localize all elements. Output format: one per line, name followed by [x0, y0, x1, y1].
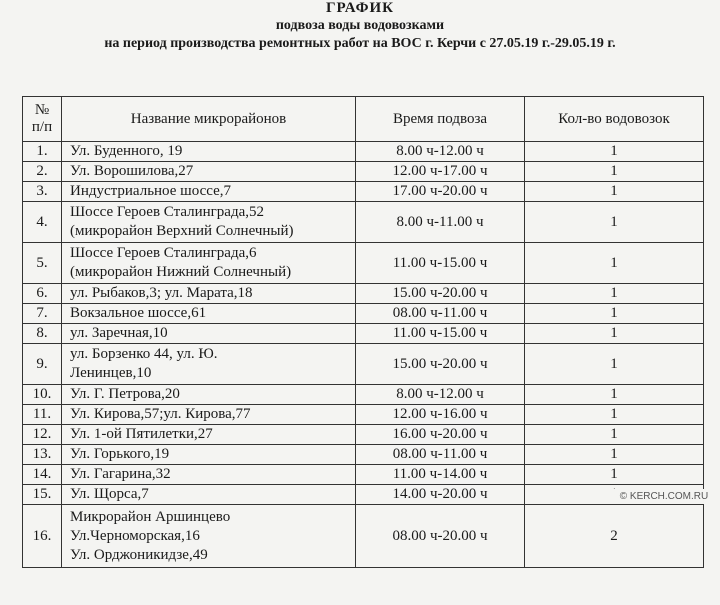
row-time: 15.00 ч-20.00 ч: [356, 284, 525, 304]
table-row: [23, 284, 704, 304]
row-name: ул. Заречная,10: [62, 324, 356, 344]
row-name-line2: (микрорайон Верхний Солнечный): [70, 223, 294, 239]
header-count: Кол-во водовозок: [525, 97, 704, 142]
row-time: 14.00 ч-20.00 ч: [356, 485, 525, 505]
row-count: 1: [525, 324, 704, 344]
document-subtitle: подвоза воды водовозками: [275, 18, 445, 33]
table-row: [23, 304, 704, 324]
row-num: 3.: [23, 182, 62, 202]
row-num: 10.: [23, 385, 62, 405]
document-period: на период производства ремонтных работ на ВОС г. Керчи с 27.05.19 г.-29.05.19 г.: [104, 36, 616, 51]
header-num-line2: п/п: [31, 119, 53, 135]
table-row: [23, 202, 704, 243]
table-row: [23, 243, 704, 284]
row-name-line3: Ул. Орджоникидзе,49: [70, 546, 208, 563]
row-name-line2: Ленинцев,10: [70, 365, 152, 381]
table-row: [23, 425, 704, 445]
row-count: 1: [525, 405, 704, 425]
row-num: 14.: [23, 465, 62, 485]
watermark: © KERCH.COM.RU: [608, 489, 720, 504]
table-row: [23, 505, 704, 568]
row-count: 1: [525, 243, 704, 284]
row-num: 1.: [23, 142, 62, 162]
row-name: Ул. Кирова,57;ул. Кирова,77: [62, 405, 356, 425]
row-name: Ул. Г. Петрова,20: [62, 385, 356, 405]
row-count: 1: [525, 142, 704, 162]
row-name: Ул. Гагарина,32: [62, 465, 356, 485]
row-time: 08.00 ч-11.00 ч: [356, 445, 525, 465]
row-name: Ул. 1-ой Пятилетки,27: [62, 425, 356, 445]
row-time: 11.00 ч-14.00 ч: [356, 465, 525, 485]
row-time: 8.00 ч-12.00 ч: [356, 385, 525, 405]
row-time: 11.00 ч-15.00 ч: [356, 324, 525, 344]
header-num-line1: №: [34, 102, 50, 118]
row-name: [62, 344, 356, 385]
row-name: Ул. Буденного, 19: [62, 142, 356, 162]
row-num: 15.: [23, 485, 62, 505]
row-count: 1: [525, 202, 704, 243]
row-name: [62, 243, 356, 284]
row-num: 12.: [23, 425, 62, 445]
table-row: [23, 142, 704, 162]
document-title: ГРАФИК: [325, 0, 395, 16]
row-time: 12.00 ч-16.00 ч: [356, 405, 525, 425]
table-row: [23, 445, 704, 465]
table-row: [23, 465, 704, 485]
row-name: Ул. Ворошилова,27: [62, 162, 356, 182]
row-name: Вокзальное шоссе,61: [62, 304, 356, 324]
row-name-line1: Микрорайон Аршинцево: [70, 508, 231, 525]
row-time: 15.00 ч-20.00 ч: [356, 344, 525, 385]
table-row: [23, 485, 704, 505]
row-num: 16.: [23, 505, 62, 568]
row-name: Индустриальное шоссе,7: [62, 182, 356, 202]
table-row: [23, 405, 704, 425]
row-count: 1: [525, 182, 704, 202]
row-name: Ул. Горького,19: [62, 445, 356, 465]
row-name-line1: Шоссе Героев Сталинграда,6: [70, 245, 257, 261]
row-num: 11.: [23, 405, 62, 425]
row-name-line2: Ул.Черноморская,16: [70, 527, 200, 544]
row-count: 1: [525, 445, 704, 465]
row-num: 8.: [23, 324, 62, 344]
row-name: Ул. Щорса,7: [62, 485, 356, 505]
row-time: 8.00 ч-12.00 ч: [356, 142, 525, 162]
row-name-line1: Шоссе Героев Сталинграда,52: [70, 204, 264, 220]
table-row: [23, 182, 704, 202]
row-name: ул. Рыбаков,3; ул. Марата,18: [62, 284, 356, 304]
row-num: 4.: [23, 202, 62, 243]
row-count: 2: [525, 505, 704, 568]
header-num: [23, 97, 62, 142]
row-num: 7.: [23, 304, 62, 324]
table-row: [23, 324, 704, 344]
row-time: 12.00 ч-17.00 ч: [356, 162, 525, 182]
row-name-line2: (микрорайон Нижний Солнечный): [70, 264, 292, 280]
table-header-row: [23, 97, 704, 142]
row-time: 11.00 ч-15.00 ч: [356, 243, 525, 284]
row-count: 1: [525, 162, 704, 182]
row-count: 1: [525, 465, 704, 485]
row-name: [62, 505, 356, 568]
row-count: 1: [525, 304, 704, 324]
row-num: 13.: [23, 445, 62, 465]
table-row: [23, 385, 704, 405]
row-name: [62, 202, 356, 243]
header-time: Время подвоза: [356, 97, 525, 142]
row-time: 17.00 ч-20.00 ч: [356, 182, 525, 202]
row-num: 9.: [23, 344, 62, 385]
row-time: 16.00 ч-20.00 ч: [356, 425, 525, 445]
row-count: 1: [525, 344, 704, 385]
header-name: Название микрорайонов: [62, 97, 356, 142]
table-row: [23, 162, 704, 182]
row-count: 1: [525, 425, 704, 445]
row-time: 8.00 ч-11.00 ч: [356, 202, 525, 243]
row-num: 5.: [23, 243, 62, 284]
row-count: 1: [525, 284, 704, 304]
row-name-line1: ул. Борзенко 44, ул. Ю.: [70, 346, 218, 362]
water-delivery-schedule-table: [22, 96, 704, 568]
row-time: 08.00 ч-20.00 ч: [356, 505, 525, 568]
table-row: [23, 344, 704, 385]
row-num: 6.: [23, 284, 62, 304]
row-time: 08.00 ч-11.00 ч: [356, 304, 525, 324]
row-count: 1: [525, 385, 704, 405]
row-num: 2.: [23, 162, 62, 182]
